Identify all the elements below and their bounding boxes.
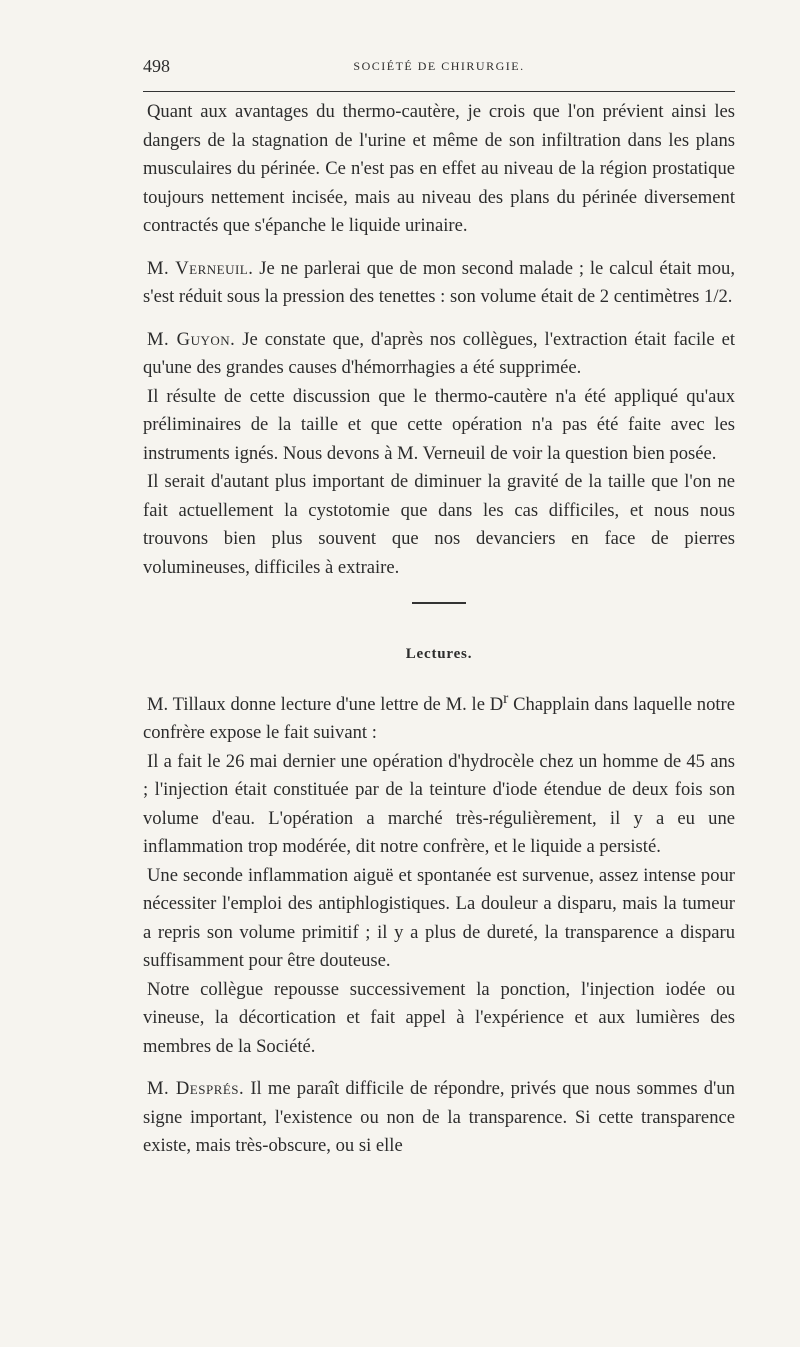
- paragraph-hydrocele: Il a fait le 26 mai dernier une opération d'hydrocèle chez un homme de 45 ans ; l'injection était constituée par de la teinture d'iode étendue de deux fois son volume d'eau. L'opération a marché très-régulièrement, il y a eu une inflammation trop modérée, dit notre confrère, et le liquide a persisté.: [143, 750, 735, 858]
- speech-text: Je constate que, d'après nos collègues, l'extraction était facile et qu'une des grandes causes d'hémorrhagies a été supprimée.: [143, 328, 735, 378]
- text-fragment: Chapplain dans laquelle notre confrère expose le fait suivant :: [143, 693, 735, 744]
- text-fragment: M. Tillaux donne lecture d'une lettre de M. le D: [147, 693, 504, 715]
- section-divider: [412, 602, 466, 604]
- page-header: [143, 56, 735, 78]
- paragraph-verneuil: [143, 255, 735, 312]
- paragraph-tillaux: [143, 685, 735, 748]
- paragraph-discussion-result: Il résulte de cette discussion que le thermo-cautère n'a été appliqué qu'aux préliminaires de la taille et que cette opération n'a pas été faite avec les instruments ignés. Nous devons à M. Verneuil de voir la question bien posée.: [143, 385, 735, 464]
- speaker-name: M. Guyon.: [147, 328, 236, 350]
- speech-text: Je ne parlerai que de mon second malade ; le calcul était mou, s'est réduit sous la pression des tenettes : son volume était de 2 centimètres 1/2.: [143, 257, 735, 307]
- page-number: 498: [143, 56, 170, 76]
- speaker-name: M. Verneuil.: [147, 257, 254, 279]
- paragraph-inflammation: Une seconde inflammation aiguë et spontanée est survenue, assez intense pour nécessiter l'emploi des antiphlogistiques. La douleur a disparu, mais la tumeur a repris son volume primitif ; il y a plus de dureté, la transparence a disparu suffisamment pour être douteuse.: [143, 864, 735, 972]
- superscript: r: [503, 689, 509, 707]
- paragraph-colleague: Notre collègue repousse successivement la ponction, l'injection iodée ou vineuse, la décortication et fait appel à l'expérience et aux lumières des membres de la Société.: [143, 978, 735, 1057]
- paragraph-guyon: [143, 326, 735, 383]
- paragraph-cystotomie: Il serait d'autant plus important de diminuer la gravité de la taille que l'on ne fait actuellement la cystotomie que dans les cas difficiles, et nous nous trouvons bien plus souvent que nos devanciers en face de pierres volumineuses, difficiles à extraire.: [143, 471, 735, 578]
- paragraph-despres: [143, 1075, 735, 1161]
- speech-text: Il me paraît difficile de répondre, privés que nous sommes d'un signe important, l'existence ou non de la transparence. Si cette transparence existe, mais très-obscure, ou si elle: [143, 1078, 735, 1157]
- section-title: Lectures.: [405, 646, 473, 662]
- header-rule: [143, 91, 735, 92]
- speaker-name: M. Després.: [147, 1078, 245, 1100]
- page-body: [143, 98, 735, 1161]
- paragraph-thermo-cautere: Quant aux avantages du thermo-cautère, je crois que l'on prévient ainsi les dangers de la stagnation de l'urine et même de son infiltration dans les plans musculaires du périnée. Ce n'est pas en effet au niveau de la région prostatique toujours nettement incisée, mais au niveau des plans du périnée diversement contractés que s'épanche le liquide urinaire.: [143, 101, 735, 236]
- running-head: SOCIÉTÉ DE CHIRURGIE.: [353, 59, 525, 73]
